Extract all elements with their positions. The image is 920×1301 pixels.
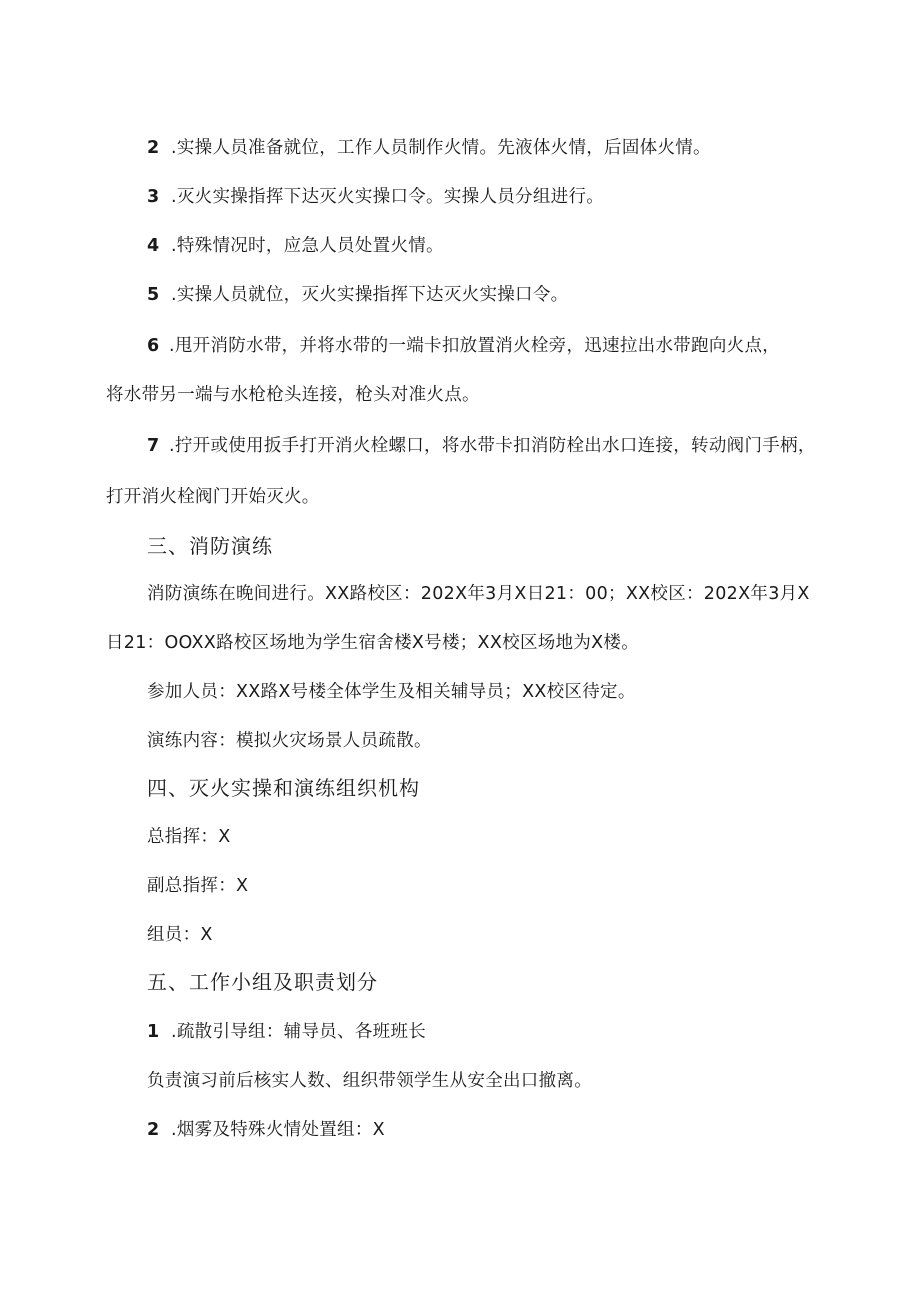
section-heading-3: 三、消防演练: [147, 534, 273, 558]
group-number: 2: [147, 1120, 160, 1140]
step-5-line: [147, 283, 568, 307]
step-text: .实操人员准备就位，工作人员制作火情。先液体火情，后固体火情。: [171, 138, 711, 158]
step-text: .拧开或使用扳手打开消火栓螺口，将水带卡扣消防栓出水口连接，转动阀门手柄，: [169, 436, 816, 456]
deputy-commander-line: 副总指挥：X: [147, 876, 249, 896]
drill-schedule-line-1: 消防演练在晚间进行。XX路校区：202X年3月X日21：00；XX校区：202X年3月X: [147, 584, 810, 604]
group-1-line: [147, 1020, 426, 1044]
commander-line: 总指挥：X: [147, 827, 231, 847]
section-heading-5: 五、工作小组及职责划分: [147, 970, 378, 994]
step-number: 5: [147, 285, 160, 305]
step-text: .灭火实操指挥下达灭火实操口令。实操人员分组进行。: [171, 187, 605, 207]
step-6-continuation: 将水带另一端与水枪枪头连接，枪头对准火点。: [106, 385, 480, 405]
section-heading-4: 四、灭火实操和演练组织机构: [147, 776, 420, 800]
group-2-line: [147, 1118, 385, 1142]
step-text: .实操人员就位，灭火实操指挥下达灭火实操口令。: [171, 285, 569, 305]
step-3-line: [147, 185, 604, 209]
drill-schedule-line-2: 日21：OOXX路校区场地为学生宿舍楼X号楼；XX校区场地为X楼。: [106, 633, 640, 653]
participants-line: 参加人员：XX路X号楼全体学生及相关辅导员；XX校区待定。: [147, 682, 636, 702]
step-2-line: [147, 136, 711, 160]
step-number: 7: [147, 436, 160, 456]
group-number: 1: [147, 1022, 160, 1042]
group-1-duty-line: 负责演习前后核实人数、组织带领学生从安全出口撤离。: [147, 1071, 592, 1091]
step-number: 3: [147, 187, 160, 207]
step-4-line: [147, 234, 444, 258]
group-text: .烟雾及特殊火情处置组：X: [171, 1120, 385, 1140]
group-text: .疏散引导组：辅导员、各班班长: [171, 1022, 427, 1042]
step-number: 4: [147, 236, 160, 256]
members-line: 组员：X: [147, 925, 213, 945]
step-number: 6: [147, 336, 160, 356]
step-text: .特殊情况时，应急人员处置火情。: [171, 236, 444, 256]
step-number: 2: [147, 138, 160, 158]
step-7-continuation: 打开消火栓阀门开始灭火。: [106, 487, 320, 507]
step-7-line: [147, 434, 816, 458]
step-text: .甩开消防水带，并将水带的一端卡扣放置消火栓旁，迅速拉出水带跑向火点，: [169, 336, 781, 356]
drill-content-line: 演练内容：模拟火灾场景人员疏散。: [147, 731, 432, 751]
step-6-line: [147, 334, 780, 358]
